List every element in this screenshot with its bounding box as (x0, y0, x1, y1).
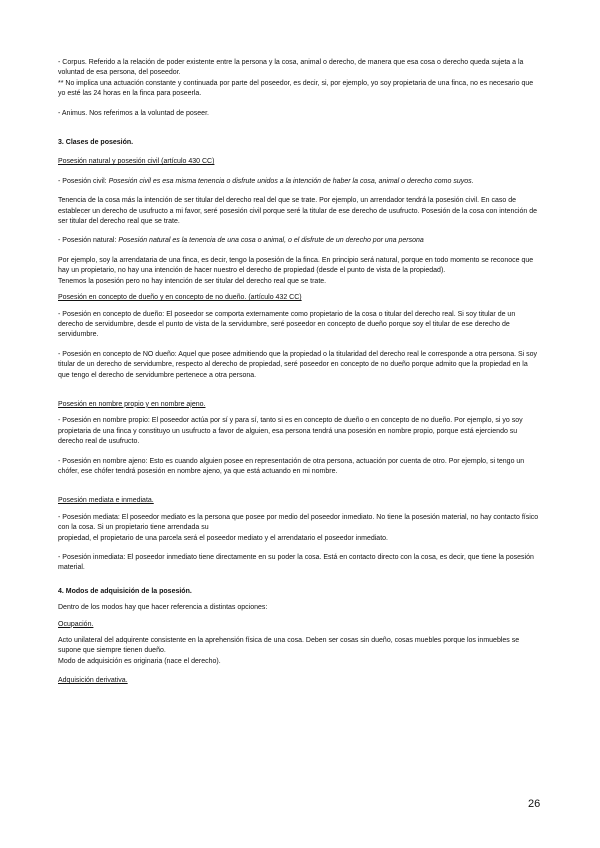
posesion-natural-definition: - Posesión natural: Posesión natural es la tenencia de una cosa o animal, o el disfrute de un derecho por una persona (58, 237, 424, 245)
page-number: 26 (528, 798, 541, 810)
subheading-nombre: Posesión en nombre propio y en nombre ajeno. (58, 400, 206, 408)
posesion-civil-definition: - Posesión civil: Posesión civil es esa misma tenencia o disfrute unidos a la intención de haber la cosa, animal o derecho como suyos. (58, 177, 474, 185)
section-heading-clases: 3. Clases de posesión. (58, 139, 134, 147)
concepto-dueno-paragraph: - Posesión en concepto de dueño: El poseedor se comporta externamente como propietario de la cosa o titular del derecho real. Si soy titular de un derecho de servidumbre, desde el punto de vista de la servidumbre, seré poseedor en concepto de dueño porque soy el titular de ese derecho de servidumbre. (58, 310, 516, 339)
ocupacion-modo: Modo de adquisición es originaria (nace el derecho). (58, 657, 221, 665)
subheading-ocupacion: Ocupación. (58, 620, 94, 628)
subheading-dueno: Posesión en concepto de dueño y en concepto de no dueño. (artículo 432 CC) (58, 294, 302, 302)
posesion-civil-explanation: Tenencia de la cosa más la intención de ser titular del derecho real del que se trate. Por ejemplo, un arrendador tendrá la posesión civil. En caso de establecer un derecho de usufructo a mi favor, seré posesión civil porque seré la titular de ese derecho de usufructo. Posesión de la cosa con intención de ser titular del derecho real que se trate. (58, 197, 538, 226)
subheading-mediata: Posesión mediata e inmediata. (58, 497, 154, 505)
mediata-paragraph: - Posesión mediata: El poseedor mediato es la persona que posee por medio del poseedor inmediato. No tiene la posesión material, no hay contacto físico con la cosa. Si un propietario tiene arrendada su (58, 513, 539, 532)
ocupacion-paragraph: Acto unilateral del adquirente consistente en la aprehensión física de una cosa. Deben ser cosas sin dueño, cosas muebles porque los inmuebles se supone que siempre tienen dueño. (58, 637, 520, 655)
animus-paragraph: - Animus. Nos referimos a la voluntad de poseer. (58, 109, 209, 117)
subheading-derivativa: Adquisición derivativa. (58, 677, 128, 685)
posesion-natural-example: Por ejemplo, soy la arrendataria de una finca, es decir, tengo la posesión de la finca. En principio será natural, porque en todo momento se reconoce que hay un propietario, no hay una intención de hacer nuestro el derecho de propiedad (desde el punto de vista de la propiedad). (58, 256, 534, 275)
nombre-propio-paragraph: - Posesión en nombre propio: El poseedor actúa por sí y para sí, tanto si es en concepto de dueño o en concepto de no dueño. Por ejemplo, si yo soy propietaria de una finca y constituyo un usufructo a favor de alguien, esa persona tendrá una posesión en nombre propio, porque está ejerciendo su derecho real de usufructo. (58, 417, 523, 446)
nombre-ajeno-paragraph: - Posesión en nombre ajeno: Esto es cuando alguien posee en representación de otra persona, actuación por cuenta de otro. Por ejemplo, si tengo un chófer, ese chófer tendrá posesión en nombre ajeno, ya que está actuando en mi nombre. (58, 457, 525, 475)
section-heading-modos: 4. Modos de adquisición de la posesión. (58, 587, 192, 595)
subheading-natural-civil: Posesión natural y posesión civil (artículo 430 CC) (58, 158, 215, 166)
corpus-note: ** No implica una actuación constante y continuada por parte del poseedor, es decir, si, por ejemplo, yo soy propietaria de una finca, no es necesario que yo esté las 24 horas en la finca para poseerla. (58, 79, 534, 98)
mediata-continuation: propiedad, el propietario de una parcela será el poseedor mediato y el arrendatario el poseedor inmediato. (58, 534, 388, 542)
page-content (58, 58, 540, 687)
modos-intro: Dentro de los modos hay que hacer referencia a distintas opciones: (58, 604, 268, 612)
corpus-paragraph: - Corpus. Referido a la relación de poder existente entre la persona y la cosa, animal o derecho, de manera que esa cosa o derecho queda sujeta a la voluntad de esa persona, del poseedor. (58, 59, 524, 77)
inmediata-paragraph: - Posesión inmediata: El poseedor inmediato tiene directamente en su poder la cosa. Está en contacto directo con la cosa, es decir, que tiene la posesión material. (58, 554, 534, 572)
posesion-natural-summary: Tenemos la posesión pero no hay intención de ser titular del derecho real que se trate. (58, 277, 327, 285)
concepto-no-dueno-paragraph: - Posesión en concepto de NO dueño: Aquel que posee admitiendo que la propiedad o la titularidad del derecho real le corresponde a otra persona. Si soy titular de un derecho de servidumbre, respecto al derecho de propiedad, seré poseedor en concepto de no dueño porque admito que la propiedad en la que tengo el derecho de servidumbre pertenece a otra persona. (58, 350, 538, 379)
